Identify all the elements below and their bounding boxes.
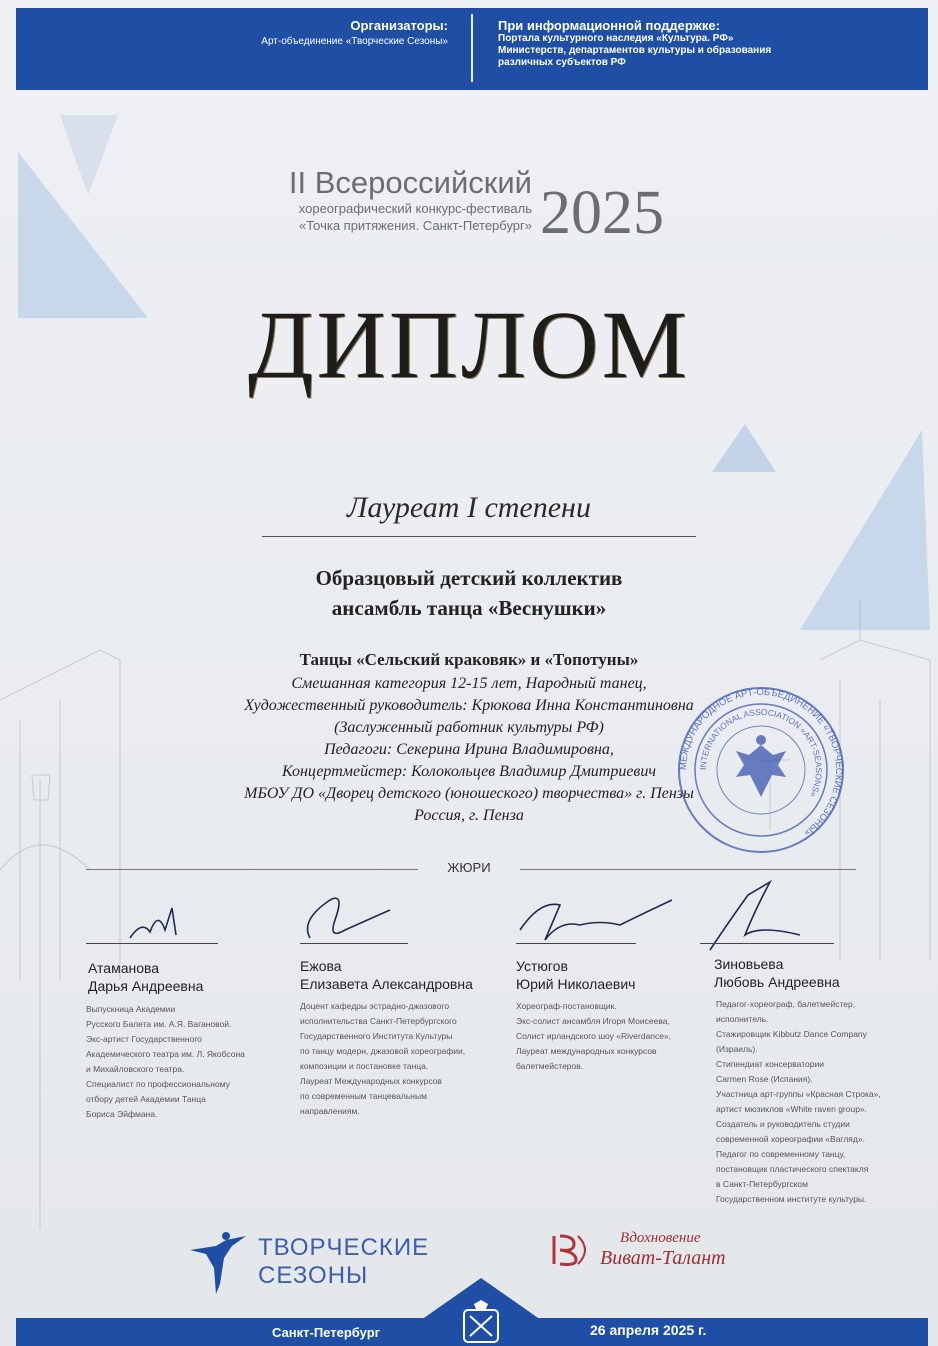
signature-line [86,943,218,944]
signature-atamanova [130,908,176,938]
signature-zinovieva [710,882,800,950]
stamp-outer-text: МЕЖДУНАРОДНОЕ АРТ-ОБЪЕДИНЕНИЕ «ТВОРЧЕСКИЕ СЕЗОНЫ» [677,686,845,839]
organizers-text: Арт-объединение «Творческие Сезоны» [261,36,448,47]
desc-line: и Михайловского театра. [86,1064,185,1074]
desc-line: по танцу модерн, джазовой хореографии, [300,1046,466,1056]
small-mountain-triangle [712,424,776,472]
desc-line: Создатель и руководитель студии [716,1119,850,1129]
details-location: Россия, г. Пенза [414,807,524,824]
desc-line: балетмейстеров. [516,1061,584,1071]
jury-firstname: Дарья Андреевна [88,978,204,994]
desc-line: Стипендиат консерватории [716,1059,824,1069]
logo-inspiration: Вдохновение [620,1230,701,1246]
collective-line2: ансамбль танца «Веснушки» [331,596,607,620]
signature-ustyugov [520,900,672,940]
desc-line: современной хореографии «Вагляд». [716,1134,865,1144]
desc-line: отбору детей Академии Танца [86,1094,206,1104]
desc-line: Государственном институте культуры. [716,1194,867,1204]
diploma-title: ДИПЛОМ [248,291,690,398]
jury-member-atamanova [88,959,203,995]
details-director: Художественный руководитель: Крюкова Инна Константиновна [244,697,694,714]
jury-surname: Зиновьева [714,956,784,972]
vivat-talent-emblem-icon [548,1230,598,1270]
jury-member-ezhova [300,957,473,993]
footer-city: Санкт-Петербург [272,1325,381,1340]
signature-line [700,943,834,944]
desc-line: направлениям. [300,1106,360,1116]
jury-desc-zinovieva [716,997,916,1207]
logo-line1: ТВОРЧЕСКИЕ [258,1234,430,1261]
details-director-title: (Заслуженный работник культуры РФ) [334,719,604,736]
contest-heading [200,166,532,234]
desc-line: Лауреат Международных конкурсов [300,1076,442,1086]
dancer-logo-icon [186,1228,256,1298]
jury-surname: Атаманова [88,960,160,976]
jury-desc-ezhova [300,999,510,1119]
award-degree: Лауреат I степени [347,491,591,524]
desc-line: композиции и постановке танца. [300,1061,429,1071]
details-category: Смешанная категория 12-15 лет, Народный танец, [291,675,647,692]
award-underline [262,536,696,537]
desc-line: Экс-солист ансамбля Игоря Моисеева, [516,1016,670,1026]
desc-line: Педагог-хореограф, балетмейстер, [716,999,856,1009]
double-eagle-emblem [736,735,786,797]
vivat-talent-logo [600,1230,726,1270]
jury-firstname: Любовь Андреевна [714,974,840,990]
desc-line: Экс-артист Государственного [86,1034,202,1044]
jury-line-right [520,869,856,870]
jury-line-left [86,869,418,870]
logo-line2: СЕЗОНЫ [258,1262,369,1289]
desc-line: Участница арт-группы «Красная Строка», [716,1089,881,1099]
official-stamp [666,685,856,855]
desc-line: Русского Балета им. А.Я. Вагановой. [86,1019,232,1029]
signature-line [516,943,636,944]
support-line: различных субъектов РФ [498,57,626,68]
collective-line1: Образцовый детский коллектив [315,566,623,590]
desc-line: Стажировщик Kibbutz Dance Company [716,1029,867,1039]
desc-line: постановщик пластического спектакля [716,1164,869,1174]
organizers-title: Организаторы: [350,18,448,33]
desc-line: Академического театра им. Л. Якобсона [86,1049,245,1059]
logo-vivat: Виват-Талант [600,1247,726,1269]
desc-line: исполнитель. [716,1014,769,1024]
jury-member-zinovieva [714,955,840,991]
signatures [0,880,938,960]
jury-label: ЖЮРИ [447,860,491,875]
desc-line: Carmen Rose (Испания). [716,1074,813,1084]
jury-desc-atamanova [86,1002,286,1122]
jury-surname: Ежова [300,958,342,974]
creative-seasons-logo [258,1234,429,1290]
support-title: При информационной поддержке: [498,18,720,33]
signature-line [300,943,408,944]
jury-firstname: Юрий Николаевич [516,976,636,992]
contest-year: 2025 [540,179,664,247]
signature-ezhova [308,898,391,938]
left-small-triangle [60,115,118,195]
desc-line: Государственного Института Культуры [300,1031,453,1041]
jury-surname: Устюгов [516,958,568,974]
contest-line2: хореографический конкурс-фестиваль [298,201,532,216]
support-line: Министерств, департаментов культуры и образования [498,45,772,56]
details-teachers: Педагоги: Секерина Ирина Владимировна, [324,741,614,758]
jury-firstname: Елизавета Александровна [300,976,473,992]
desc-line: Выпускница Академии [86,1004,176,1014]
desc-line: Хореограф-постановщик. [516,1001,617,1011]
desc-line: Педагог по современному танцу, [716,1149,846,1159]
desc-line: по современным танцевальным [300,1091,427,1101]
contest-line3: «Точка притяжения. Санкт-Петербург» [298,218,532,233]
desc-line: Бориса Эйфмана. [86,1109,158,1119]
desc-line: в Санкт-Петербургском [716,1179,808,1189]
footer-date: 26 апреля 2025 г. [590,1322,707,1338]
jury-member-ustyugov [516,957,635,993]
st-petersburg-coat-of-arms-icon [456,1300,506,1344]
desc-line: Солист ирландского шоу «Riverdance», [516,1031,672,1041]
desc-line: (Израиль). [716,1044,758,1054]
support-line: Портала культурного наследия «Культура. РФ» [498,33,734,44]
details-institution: МБОУ ДО «Дворец детского (юношеского) творчества» г. Пензы [244,785,694,802]
jury-desc-ustyugov [516,999,706,1074]
desc-line: Доцент кафедры эстрадно-джазового [300,1001,450,1011]
stamp-inner-text: INTERNATIONAL ASSOCIATION «ART-SEASONS» [697,706,825,799]
dances-title: Танцы «Сельский краковяк» и «Топотуны» [299,650,639,669]
details-accompanist: Концертмейстер: Колокольцев Владимир Дмитриевич [281,763,657,780]
desc-line: Специалист по профессиональному [86,1079,230,1089]
contest-line1: II Всероссийский [288,165,532,200]
desc-line: Лауреат международных конкурсов [516,1046,657,1056]
desc-line: артист мюзиклов «White raven group». [716,1104,868,1114]
desc-line: исполнительства Санкт-Петербургского [300,1016,457,1026]
